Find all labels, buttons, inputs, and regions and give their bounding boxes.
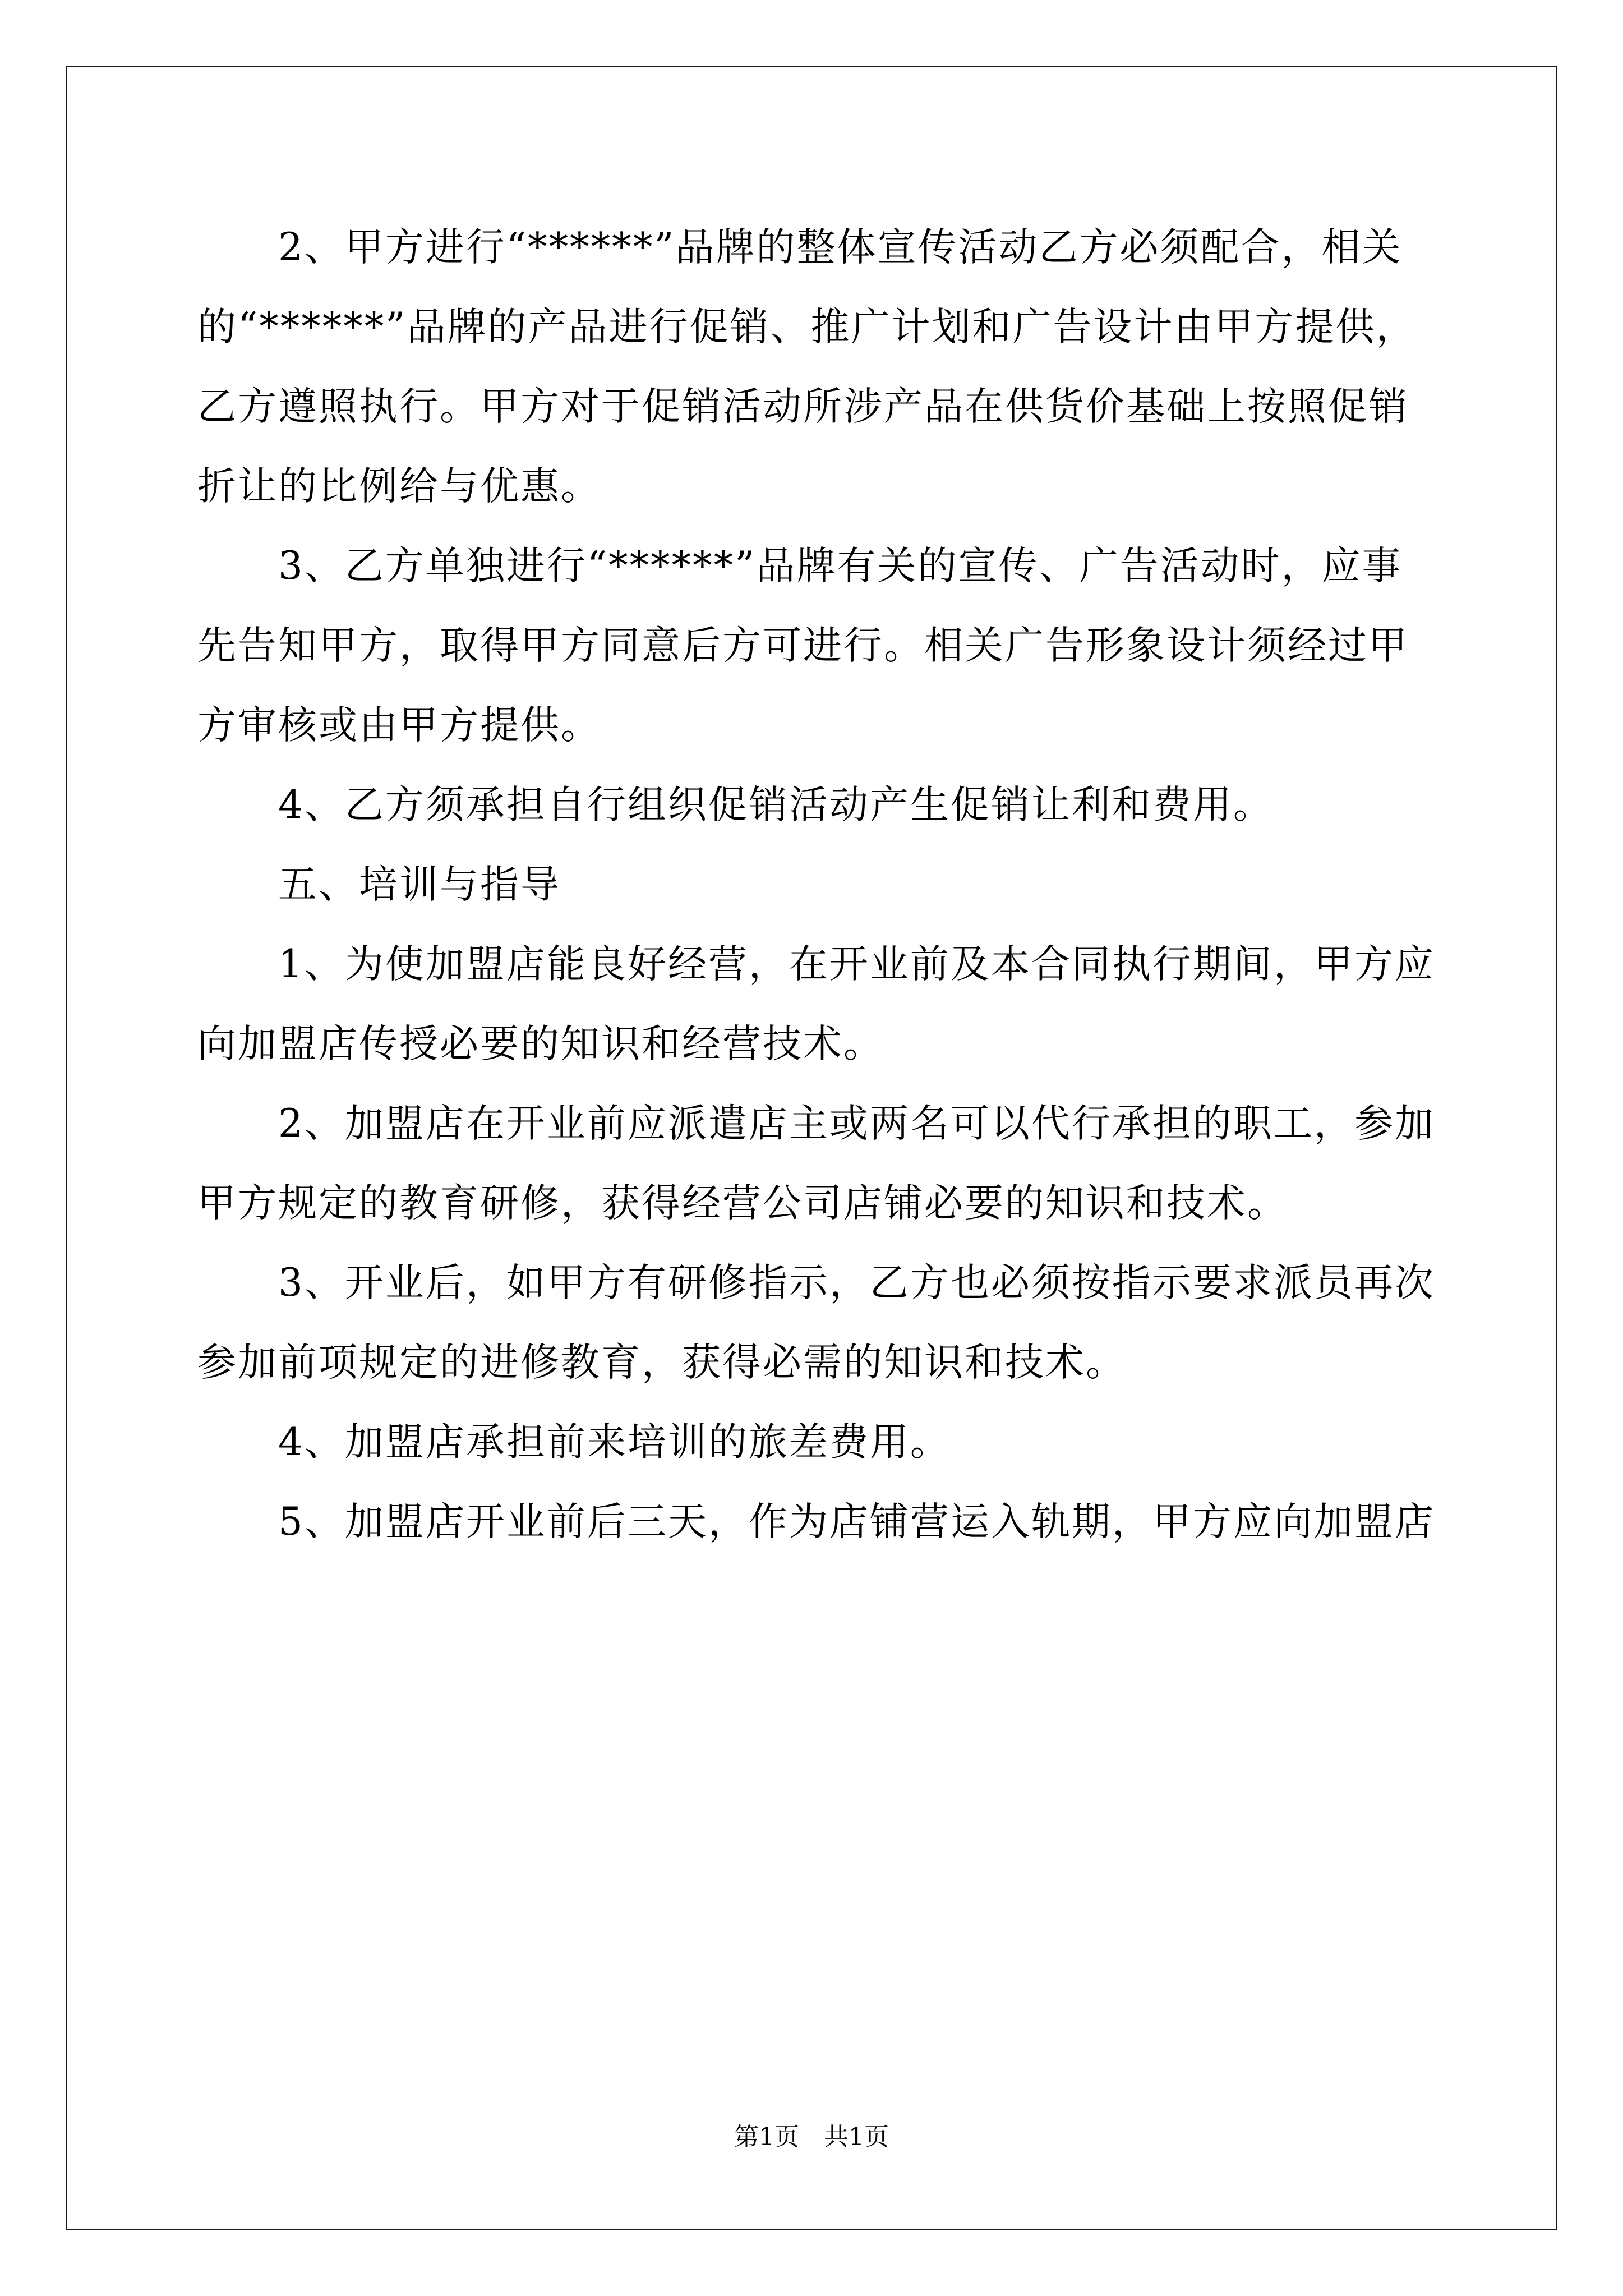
text-line: 折让的比例给与优惠。 <box>197 464 601 509</box>
text-line: 2、加盟店在开业前应派遣店主或两名可以代行承担的职工，参加 <box>197 1101 1435 1146</box>
page-number-footer: 第1页 共1页 <box>734 2123 889 2151</box>
text-line: 先告知甲方，取得甲方同意后方可进行。相关广告形象设计须经过甲 <box>197 623 1409 668</box>
text-line: 2、甲方进行“******”品牌的整体宣传活动乙方必须配合，相关 <box>197 225 1403 270</box>
document-body <box>197 208 1435 1562</box>
text-line: 甲方规定的教育研修，获得经营公司店铺必要的知识和技术。 <box>197 1181 1288 1226</box>
text-line: 4、乙方须承担自行组织促销活动产生促销让利和费用。 <box>197 783 1274 827</box>
text-line: 1、为使加盟店能良好经营，在开业前及本合同执行期间，甲方应 <box>197 942 1435 987</box>
text-line: 3、开业后，如甲方有研修指示，乙方也必须按指示要求派员再次 <box>197 1260 1435 1305</box>
text-line: 乙方遵照执行。甲方对于促销活动所涉产品在供货价基础上按照促销 <box>197 384 1409 429</box>
text-line: 向加盟店传授必要的知识和经营技术。 <box>197 1022 884 1066</box>
text-line: 的“******”品牌的产品进行促销、推广计划和广告设计由甲方提供， <box>197 305 1417 349</box>
section-heading: 五、培训与指导 <box>197 862 561 907</box>
text-line: 3、乙方单独进行“******”品牌有关的宣传、广告活动时，应事 <box>197 544 1403 588</box>
text-line: 4、加盟店承担前来培训的旅差费用。 <box>197 1420 951 1465</box>
text-line: 方审核或由甲方提供。 <box>197 703 601 748</box>
text-line: 5、加盟店开业前后三天，作为店铺营运入轨期，甲方应向加盟店 <box>197 1499 1435 1544</box>
text-line: 参加前项规定的进修教育，获得必需的知识和技术。 <box>197 1340 1126 1385</box>
